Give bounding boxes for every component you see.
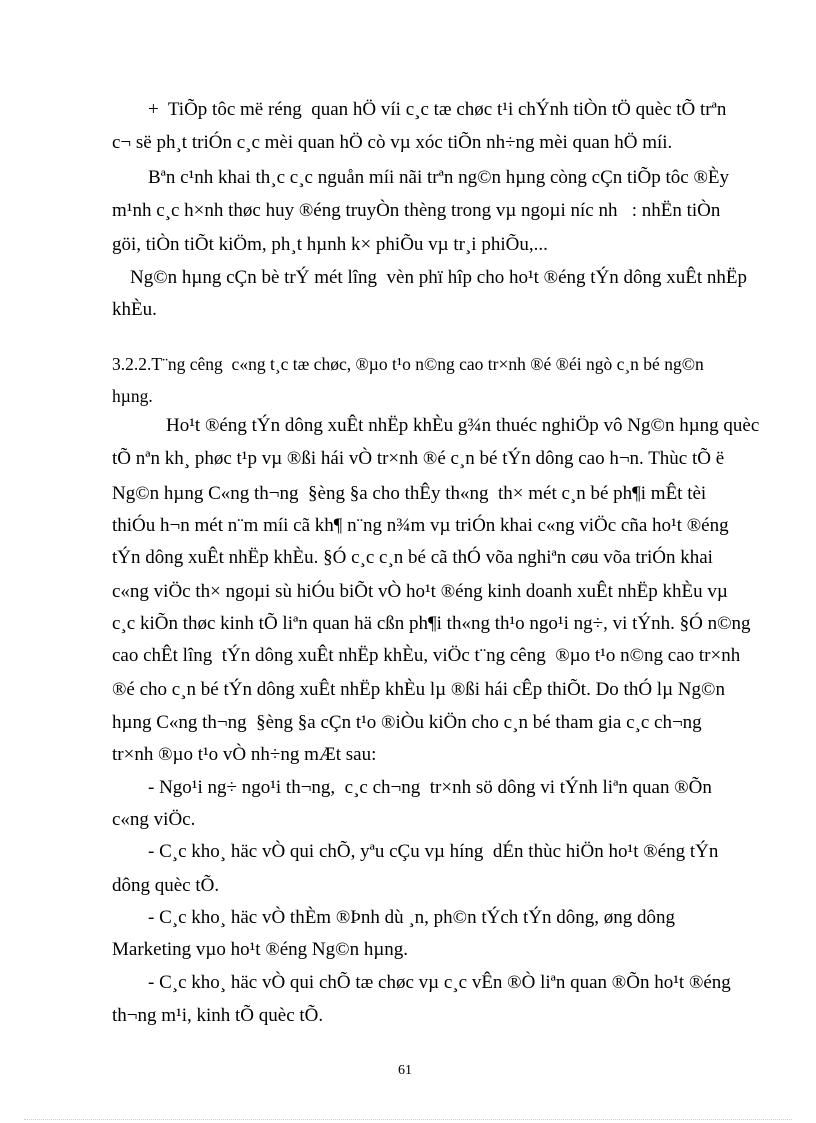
text-line: tÝn dông xuÊt nhËp khÈu. §Ó c¸c c¸n bé cã thÓ võa nghiªn cøu võa triÓn khai (112, 547, 713, 568)
section-heading: 3.2.2.T¨ng cêng c«ng t¸c tæ chøc, ®µo t¹o n©ng cao tr×nh ®é ®éi ngò c¸n bé ng©n (112, 354, 704, 374)
text-line: Ho¹t ®éng tÝn dông xuÊt nhËp khÈu g¾n thuéc nghiÖp vô Ng©n hµng quèc (166, 415, 760, 436)
bullet-line: - C¸c kho¸ häc vÒ qui chÕ, yªu cÇu vµ híng dÉn thùc hiÖn ho¹t ®éng tÝn (148, 841, 719, 862)
text-line: ®é cho c¸n bé tÝn dông xuÊt nhËp khÈu lµ ®ßi hái cÊp thiÕt. Do thÓ lµ Ng©n (112, 679, 725, 700)
text-line: hµng C«ng th¬ng §èng §a cÇn t¹o ®iÒu kiÖn cho c¸n bé tham gia c¸c ch¬ng (112, 712, 702, 733)
bullet-line: - C¸c kho¸ häc vÒ thÈm ®Þnh dù ¸n, ph©n tÝch tÝn dông, øng dông (148, 907, 676, 928)
text-line: Ng©n hµng C«ng th¬ng §èng §a cho thÊy th«ng th× mét c¸n bé ph¶i mÊt tèi (112, 483, 707, 504)
text-line: khÈu. (112, 299, 157, 320)
text-line: + TiÕp tôc më réng quan hÖ víi c¸c tæ chøc t¹i chÝnh tiÒn tÖ quèc tÕ trªn (148, 99, 727, 120)
text-line: Ng©n hµng cÇn bè trÝ mét lîng vèn phï hîp cho ho¹t ®éng tÝn dông xuÊt nhËp (130, 267, 748, 288)
bullet-line: - Ngo¹i ng÷ ngo¹i th¬ng, c¸c ch¬ng tr×nh sö dông vi tÝnh liªn quan ®Õn (148, 777, 712, 798)
text-line: cao chÊt lîng tÝn dông xuÊt nhËp khÈu, viÖc t¨ng cêng ®µo t¹o n©ng cao tr×nh (112, 645, 741, 666)
text-line: Marketing vµo ho¹t ®éng Ng©n hµng. (112, 939, 409, 960)
text-line: c¸c kiÕn thøc kinh tÕ liªn quan hä cßn ph¶i th«ng th¹o ngo¹i ng÷, vi tÝnh. §Ó n©ng (112, 613, 751, 634)
text-line: c«ng viÖc th× ngoµi sù hiÓu biÕt vÒ ho¹t ®éng kinh doanh xuÊt nhËp khÈu vµ (112, 581, 728, 602)
text-line: tr×nh ®µo t¹o vÒ nh÷ng mÆt sau: (112, 744, 377, 765)
bullet-line: - C¸c kho¸ häc vÒ qui chÕ tæ chøc vµ c¸c vÊn ®Ò liªn quan ®Õn ho¹t ®éng (148, 972, 731, 993)
text-line: c«ng viÖc. (112, 809, 196, 830)
section-heading-cont: hµng. (112, 386, 153, 406)
text-line: th¬ng m¹i, kinh tÕ quèc tÕ. (112, 1005, 324, 1026)
page-bottom-divider (24, 1119, 792, 1120)
text-line: c¬ së ph¸t triÓn c¸c mèi quan hÖ cò vµ xóc tiÕn nh÷ng mèi quan hÖ míi. (112, 132, 673, 153)
text-line: dông quèc tÕ. (112, 875, 220, 896)
text-line: tÕ nªn kh¸ phøc t¹p vµ ®ßi hái vÒ tr×nh ®é c¸n bé tÝn dông cao h¬n. Thùc tÕ ë (112, 448, 725, 469)
text-line: thiÓu h¬n mét n¨m míi cã kh¶ n¨ng n¾m vµ triÓn khai c«ng viÖc cña ho¹t ®éng (112, 515, 729, 536)
text-line: m¹nh c¸c h×nh thøc huy ®éng truyÒn thèng trong vµ ngoµi níc nh : nhËn tiÒn (112, 200, 721, 221)
page-number: 61 (398, 1063, 412, 1078)
text-line: Bªn c¹nh khai th¸c c¸c nguån míi nãi trªn ng©n hµng còng cÇn tiÕp tôc ®Èy (148, 167, 730, 188)
text-line: göi, tiÒn tiÕt kiÖm, ph¸t hµnh k× phiÕu vµ tr¸i phiÕu,... (112, 234, 548, 255)
